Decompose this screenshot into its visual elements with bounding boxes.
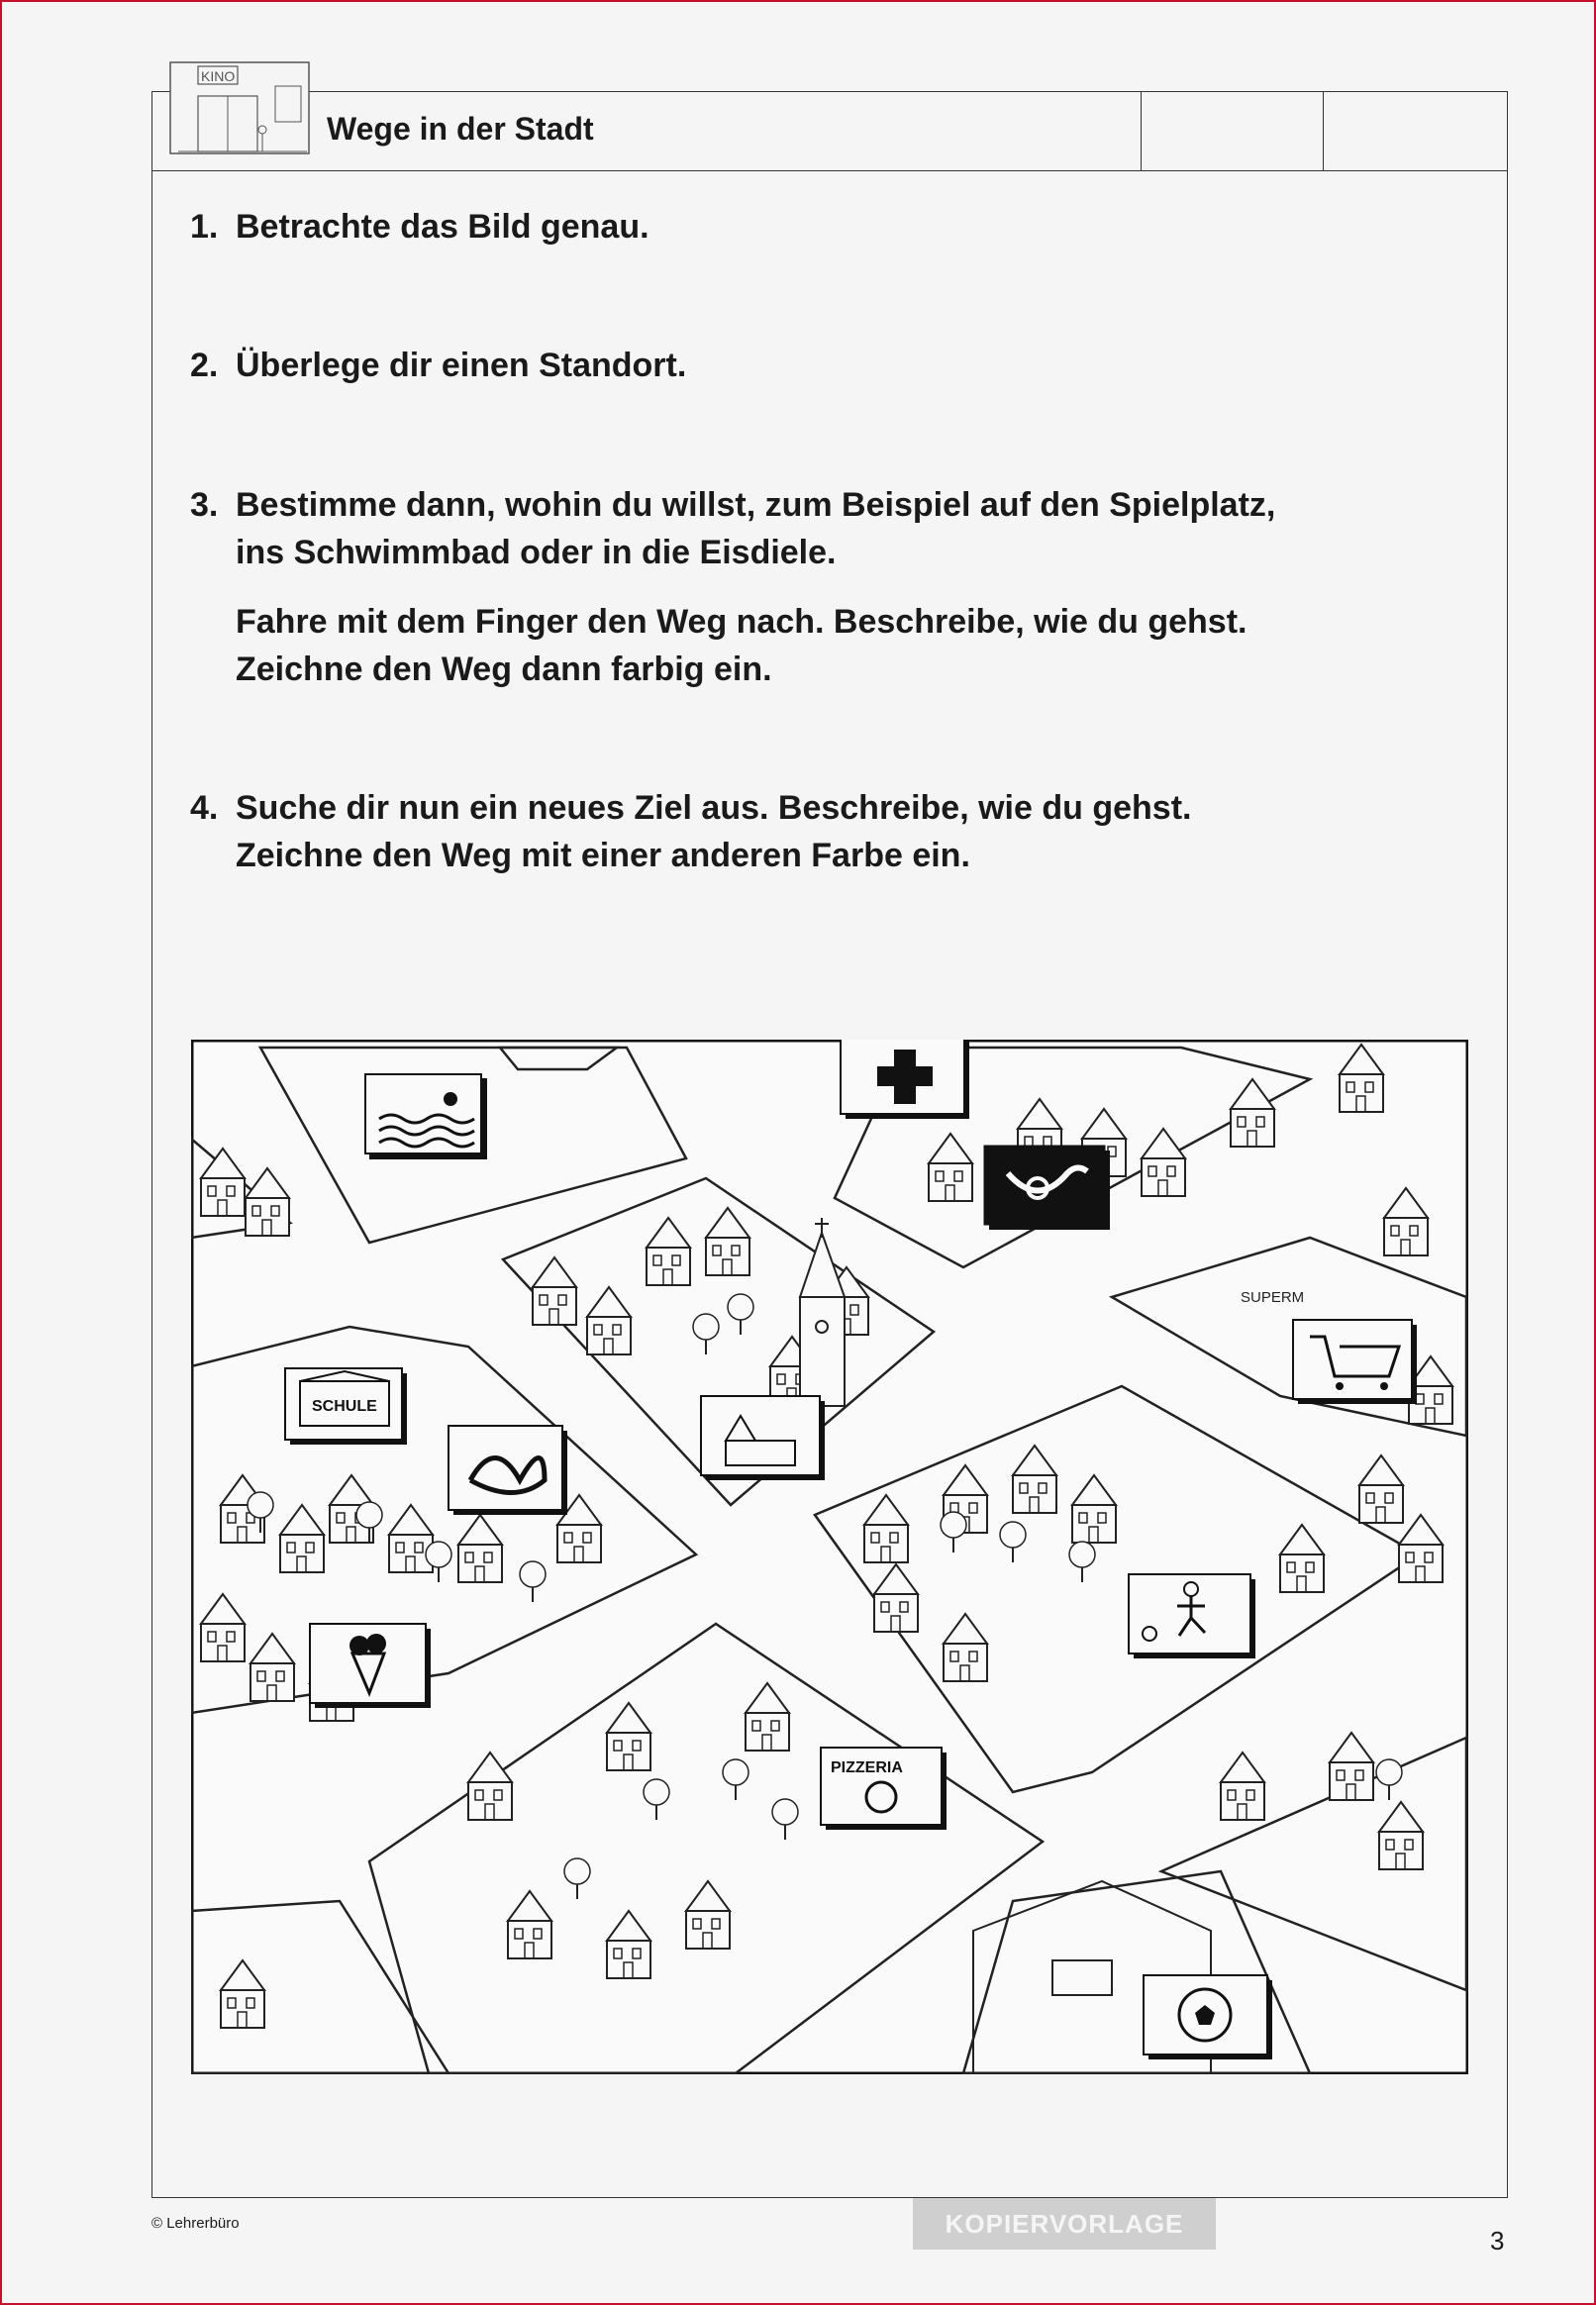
header-box-1 <box>1141 91 1142 170</box>
church-sign <box>701 1396 825 1480</box>
pizzeria-sign <box>821 1748 947 1830</box>
task-4 <box>190 784 1378 879</box>
copy-template-label: KOPIERVORLAGE <box>913 2198 1216 2250</box>
task-text: Zeichne den Weg mit einer anderen Farbe ein. <box>236 837 970 874</box>
header-box-2 <box>1323 91 1324 170</box>
bakery-sign <box>449 1426 567 1515</box>
page-number: 3 <box>1490 2226 1505 2255</box>
task-text: Bestimme dann, wohin du willst, zum Beispiel auf den Spielplatz, <box>236 486 1276 524</box>
task-text: Fahre mit dem Finger den Weg nach. Beschreibe, wie du gehst. <box>236 603 1247 641</box>
ice-cream-sign <box>310 1624 431 1708</box>
task-1 <box>190 203 1378 251</box>
header-divider <box>151 170 1508 171</box>
task-number: 1. <box>190 208 219 246</box>
task-3 <box>190 481 1378 576</box>
supermarket-label: SUPERM <box>1241 1289 1305 1306</box>
playground-sign <box>1129 1574 1255 1658</box>
task-number: 2. <box>190 347 219 384</box>
cinema-icon <box>168 56 317 160</box>
town-map-illustration <box>191 1040 1468 2074</box>
task-number: 3. <box>190 486 219 524</box>
pizzeria-label: PIZZERIA <box>831 1759 903 1776</box>
post-sign <box>984 1146 1110 1230</box>
task-text: Suche dir nun ein neues Ziel aus. Beschreibe, wie du gehst. <box>236 789 1192 827</box>
task-2 <box>190 342 1378 389</box>
pool-sign <box>365 1074 486 1158</box>
task-number: 4. <box>190 789 219 827</box>
hospital-sign <box>841 1040 969 1119</box>
task-text: Zeichne den Weg dann farbig ein. <box>236 651 772 688</box>
school-label: SCHULE <box>312 1398 377 1415</box>
task-text: Betrachte das Bild genau. <box>236 208 649 246</box>
school-sign <box>285 1368 407 1445</box>
page-title: Wege in der Stadt <box>327 111 594 147</box>
task-text: ins Schwimmbad oder in die Eisdiele. <box>236 534 837 571</box>
cinema-sign-text: KINO <box>201 68 236 84</box>
task-3-instructions <box>190 598 1378 693</box>
task-text: Überlege dir einen Standort. <box>236 347 687 384</box>
soccer-sign <box>1144 1975 1272 2059</box>
copyright-note: © Lehrerbüro <box>151 2215 240 2232</box>
